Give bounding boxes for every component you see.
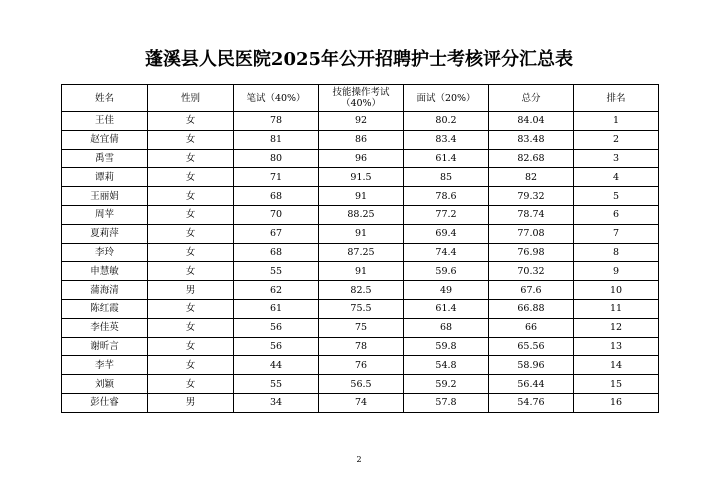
cell-name: 申慧敏 bbox=[62, 262, 148, 281]
cell-rank: 5 bbox=[574, 187, 659, 206]
cell-rank: 11 bbox=[574, 299, 659, 318]
cell-total: 65.56 bbox=[489, 337, 574, 356]
cell-rank: 13 bbox=[574, 337, 659, 356]
cell-gender: 女 bbox=[148, 299, 234, 318]
table-row bbox=[62, 243, 659, 262]
cell-rank: 14 bbox=[574, 356, 659, 375]
cell-gender: 女 bbox=[148, 318, 234, 337]
cell-written: 71 bbox=[234, 168, 319, 187]
cell-name: 谭莉 bbox=[62, 168, 148, 187]
cell-gender: 女 bbox=[148, 356, 234, 375]
cell-rank: 4 bbox=[574, 168, 659, 187]
cell-gender: 女 bbox=[148, 337, 234, 356]
cell-total: 83.48 bbox=[489, 130, 574, 149]
cell-gender: 女 bbox=[148, 112, 234, 131]
table-row bbox=[62, 337, 659, 356]
cell-name: 周苹 bbox=[62, 205, 148, 224]
cell-written: 55 bbox=[234, 262, 319, 281]
score-table bbox=[61, 84, 659, 413]
cell-interview: 85 bbox=[404, 168, 489, 187]
cell-gender: 女 bbox=[148, 130, 234, 149]
cell-interview: 59.6 bbox=[404, 262, 489, 281]
cell-total: 58.96 bbox=[489, 356, 574, 375]
cell-interview: 54.8 bbox=[404, 356, 489, 375]
cell-interview: 59.2 bbox=[404, 375, 489, 394]
cell-rank: 8 bbox=[574, 243, 659, 262]
table-row bbox=[62, 375, 659, 394]
cell-gender: 女 bbox=[148, 262, 234, 281]
table-row bbox=[62, 187, 659, 206]
cell-gender: 女 bbox=[148, 168, 234, 187]
cell-interview: 59.8 bbox=[404, 337, 489, 356]
cell-skill: 91.5 bbox=[319, 168, 404, 187]
cell-interview: 68 bbox=[404, 318, 489, 337]
table-row bbox=[62, 205, 659, 224]
cell-gender: 男 bbox=[148, 393, 234, 412]
header-gender: 性别 bbox=[148, 85, 234, 112]
cell-interview: 83.4 bbox=[404, 130, 489, 149]
cell-total: 67.6 bbox=[489, 281, 574, 300]
cell-skill: 92 bbox=[319, 112, 404, 131]
cell-name: 赵宜倩 bbox=[62, 130, 148, 149]
cell-written: 67 bbox=[234, 224, 319, 243]
cell-interview: 69.4 bbox=[404, 224, 489, 243]
cell-total: 70.32 bbox=[489, 262, 574, 281]
cell-interview: 57.8 bbox=[404, 393, 489, 412]
cell-skill: 78 bbox=[319, 337, 404, 356]
cell-skill: 86 bbox=[319, 130, 404, 149]
cell-written: 70 bbox=[234, 205, 319, 224]
cell-total: 78.74 bbox=[489, 205, 574, 224]
cell-name: 夏莉萍 bbox=[62, 224, 148, 243]
cell-written: 68 bbox=[234, 187, 319, 206]
cell-skill: 96 bbox=[319, 149, 404, 168]
cell-name: 禹雪 bbox=[62, 149, 148, 168]
page-number: 2 bbox=[356, 455, 362, 464]
cell-skill: 91 bbox=[319, 262, 404, 281]
table-row bbox=[62, 393, 659, 412]
cell-gender: 女 bbox=[148, 187, 234, 206]
cell-total: 54.76 bbox=[489, 393, 574, 412]
cell-rank: 7 bbox=[574, 224, 659, 243]
header-skill: 技能操作考试（40%） bbox=[319, 85, 404, 112]
cell-written: 44 bbox=[234, 356, 319, 375]
cell-skill: 76 bbox=[319, 356, 404, 375]
cell-name: 谢昕言 bbox=[62, 337, 148, 356]
cell-total: 66 bbox=[489, 318, 574, 337]
cell-name: 李佳英 bbox=[62, 318, 148, 337]
cell-gender: 女 bbox=[148, 243, 234, 262]
cell-rank: 10 bbox=[574, 281, 659, 300]
table-header-row bbox=[62, 85, 659, 112]
cell-written: 55 bbox=[234, 375, 319, 394]
cell-rank: 6 bbox=[574, 205, 659, 224]
cell-rank: 9 bbox=[574, 262, 659, 281]
cell-written: 34 bbox=[234, 393, 319, 412]
header-interview: 面试（20%） bbox=[404, 85, 489, 112]
cell-written: 80 bbox=[234, 149, 319, 168]
cell-name: 彭仕睿 bbox=[62, 393, 148, 412]
table-row bbox=[62, 281, 659, 300]
cell-rank: 12 bbox=[574, 318, 659, 337]
cell-interview: 61.4 bbox=[404, 149, 489, 168]
cell-skill: 91 bbox=[319, 224, 404, 243]
cell-written: 56 bbox=[234, 337, 319, 356]
cell-skill: 56.5 bbox=[319, 375, 404, 394]
cell-gender: 女 bbox=[148, 149, 234, 168]
cell-name: 王丽娟 bbox=[62, 187, 148, 206]
cell-total: 56.44 bbox=[489, 375, 574, 394]
cell-written: 62 bbox=[234, 281, 319, 300]
cell-total: 77.08 bbox=[489, 224, 574, 243]
cell-written: 68 bbox=[234, 243, 319, 262]
cell-skill: 88.25 bbox=[319, 205, 404, 224]
table-row bbox=[62, 356, 659, 375]
cell-skill: 75 bbox=[319, 318, 404, 337]
table-row bbox=[62, 130, 659, 149]
cell-interview: 74.4 bbox=[404, 243, 489, 262]
table-row bbox=[62, 224, 659, 243]
cell-skill: 75.5 bbox=[319, 299, 404, 318]
cell-gender: 女 bbox=[148, 375, 234, 394]
cell-rank: 2 bbox=[574, 130, 659, 149]
header-rank: 排名 bbox=[574, 85, 659, 112]
cell-interview: 78.6 bbox=[404, 187, 489, 206]
cell-name: 蒲海清 bbox=[62, 281, 148, 300]
cell-name: 陈红霞 bbox=[62, 299, 148, 318]
cell-written: 56 bbox=[234, 318, 319, 337]
cell-name: 刘颖 bbox=[62, 375, 148, 394]
table-row bbox=[62, 168, 659, 187]
cell-interview: 49 bbox=[404, 281, 489, 300]
cell-total: 79.32 bbox=[489, 187, 574, 206]
cell-rank: 3 bbox=[574, 149, 659, 168]
cell-rank: 15 bbox=[574, 375, 659, 394]
cell-name: 李玲 bbox=[62, 243, 148, 262]
table-row bbox=[62, 112, 659, 131]
cell-name: 李芊 bbox=[62, 356, 148, 375]
page-title: 蓬溪县人民医院2025年公开招聘护士考核评分汇总表 bbox=[144, 49, 574, 70]
cell-rank: 1 bbox=[574, 112, 659, 131]
table-row bbox=[62, 149, 659, 168]
table-row bbox=[62, 262, 659, 281]
cell-written: 81 bbox=[234, 130, 319, 149]
cell-written: 61 bbox=[234, 299, 319, 318]
cell-total: 82 bbox=[489, 168, 574, 187]
cell-total: 82.68 bbox=[489, 149, 574, 168]
cell-rank: 16 bbox=[574, 393, 659, 412]
cell-interview: 61.4 bbox=[404, 299, 489, 318]
cell-total: 84.04 bbox=[489, 112, 574, 131]
header-total: 总分 bbox=[489, 85, 574, 112]
cell-skill: 82.5 bbox=[319, 281, 404, 300]
table-row bbox=[62, 299, 659, 318]
cell-skill: 87.25 bbox=[319, 243, 404, 262]
table-row bbox=[62, 318, 659, 337]
cell-skill: 91 bbox=[319, 187, 404, 206]
cell-name: 王佳 bbox=[62, 112, 148, 131]
cell-total: 76.98 bbox=[489, 243, 574, 262]
cell-skill: 74 bbox=[319, 393, 404, 412]
header-name: 姓名 bbox=[62, 85, 148, 112]
cell-total: 66.88 bbox=[489, 299, 574, 318]
cell-written: 78 bbox=[234, 112, 319, 131]
cell-gender: 女 bbox=[148, 205, 234, 224]
cell-gender: 女 bbox=[148, 224, 234, 243]
cell-interview: 77.2 bbox=[404, 205, 489, 224]
cell-interview: 80.2 bbox=[404, 112, 489, 131]
header-written: 笔试（40%） bbox=[234, 85, 319, 112]
cell-gender: 男 bbox=[148, 281, 234, 300]
